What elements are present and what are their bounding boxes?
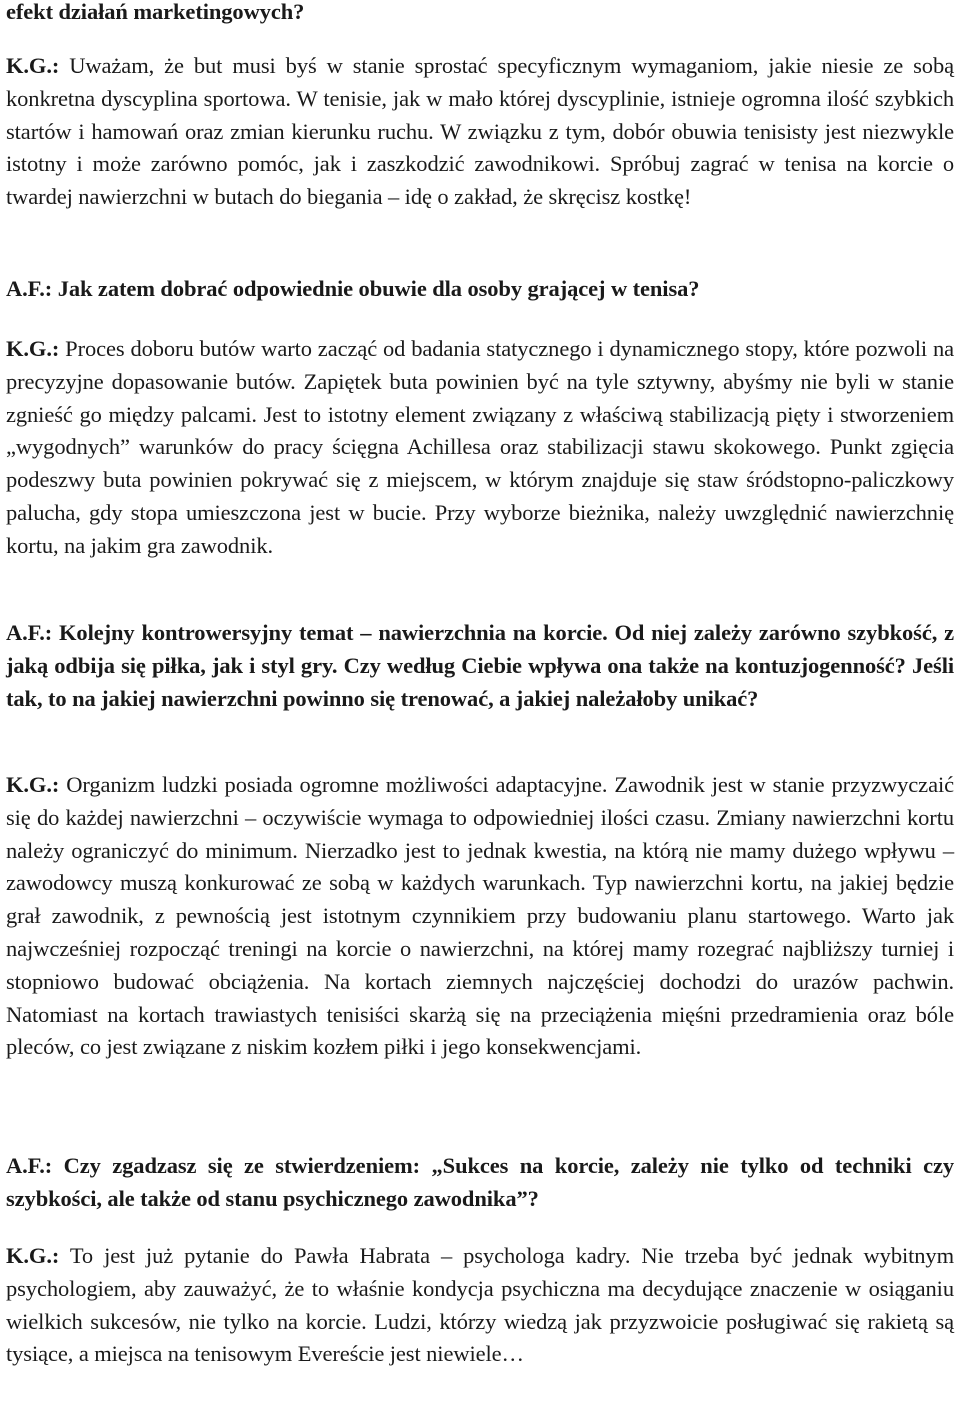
- question-paragraph: [6, 1150, 954, 1216]
- paragraph-text: To jest już pytanie do Pawła Habrata – psychologa kadry. Nie trzeba być jednak wybitnym psychologiem, aby zauważyć, że to właśnie kondycja psychiczna ma decydujące znaczenie w osiąganiu wielkich sukcesów, nie tylko na korcie. Ludzi, którzy wiedzą jak przyzwoicie posługiwać się rakietą są tysiące, a miejsca na tenisowym Evereście jest niewiele…: [6, 1243, 954, 1367]
- paragraph-text: Proces doboru butów warto zacząć od badania statycznego i dynamicznego stopy, które pozwoli na precyzyjne dopasowanie butów. Zapiętek buta powinien być na tyle sztywny, abyśmy nie byli w stanie zgnieść go między palcami. Jest to istotny element związany z właściwą stabilizacją pięty i stworzeniem „wygodnych” warunków do pracy ścięgna Achillesa oraz stabilizacji stawu skokowego. Punkt zgięcia podeszwy buta powinien pokrywać się z miejscem, w którym znajduje się staw śródstopno-paliczkowy palucha, gdy stopa umieszczona jest w bucie. Przy wyborze bieżnika, należy uwzględnić nawierzchnię kortu, na jakim gra zawodnik.: [6, 336, 954, 558]
- speaker-label: A.F.:: [6, 620, 53, 645]
- speaker-label: K.G.:: [6, 336, 60, 361]
- speaker-label: K.G.:: [6, 1243, 60, 1268]
- paragraph-text: efekt działań marketingowych?: [6, 0, 305, 24]
- answer-paragraph: [6, 769, 954, 1064]
- question-continuation: [6, 0, 954, 29]
- question-paragraph: [6, 617, 954, 715]
- answer-paragraph: [6, 50, 954, 214]
- answer-paragraph: [6, 333, 954, 563]
- speaker-label: K.G.:: [6, 53, 60, 78]
- answer-paragraph: [6, 1240, 954, 1371]
- speaker-label: A.F.:: [6, 276, 53, 301]
- paragraph-text: Organizm ludzki posiada ogromne możliwości adaptacyjne. Zawodnik jest w stanie przyzwyczaić się do każdej nawierzchni – oczywiście wymaga to odpowiedniej ilości czasu. Zmiany nawierzchni kortu należy ograniczyć do minimum. Nierzadko jest to jednak kwestia, na którą nie mamy dużego wpływu – zawodowcy muszą konkurować ze sobą w każdych warunkach. Typ nawierzchni kortu, na jakiej będzie grał zawodnik, z pewnością jest istotnym czynnikiem przy budowaniu planu startowego. Warto jak najwcześniej rozpocząć treningi na korcie o nawierzchni, na której mamy rozegrać najbliższy turniej i stopniowo budować obciążenia. Na kortach ziemnych najczęściej dochodzi do urazów pachwin. Natomiast na kortach trawiastych tenisiści skarżą się na przeciążenia mięśni przedramienia oraz bóle pleców, co jest związane z niskim kozłem piłki i jego konsekwencjami.: [6, 772, 954, 1060]
- paragraph-text: Uważam, że but musi byś w stanie sprostać specyficznym wymaganiom, jakie niesie ze sobą konkretna dyscyplina sportowa. W tenisie, jak w mało której dyscyplinie, istnieje ogromna ilość szybkich startów i hamowań oraz zmian kierunku ruchu. W związku z tym, dobór obuwia tenisisty jest niezwykle istotny i może zarówno pomóc, jak i zaszkodzić zawodnikowi. Spróbuj zagrać w tenisa na korcie o twardej nawierzchni w butach do biegania – idę o zakład, że skręcisz kostkę!: [6, 53, 954, 210]
- paragraph-text: Kolejny kontrowersyjny temat – nawierzchnia na korcie. Od niej zależy zarówno szybkość, z jaką odbija się piłka, jak i styl gry. Czy według Ciebie wpływa ona także na kontuzjogenność? Jeśli tak, to na jakiej nawierzchni powinno się trenować, a jakiej należałoby unikać?: [6, 620, 954, 711]
- speaker-label: K.G.:: [6, 772, 60, 797]
- speaker-label: A.F.:: [6, 1153, 53, 1178]
- paragraph-text: Jak zatem dobrać odpowiednie obuwie dla osoby grającej w tenisa?: [52, 276, 700, 301]
- question-paragraph: [6, 273, 954, 306]
- paragraph-text: Czy zgadzasz się ze stwierdzeniem: „Sukces na korcie, zależy nie tylko od techniki czy szybkości, ale także od stanu psychicznego zawodnika”?: [6, 1153, 954, 1211]
